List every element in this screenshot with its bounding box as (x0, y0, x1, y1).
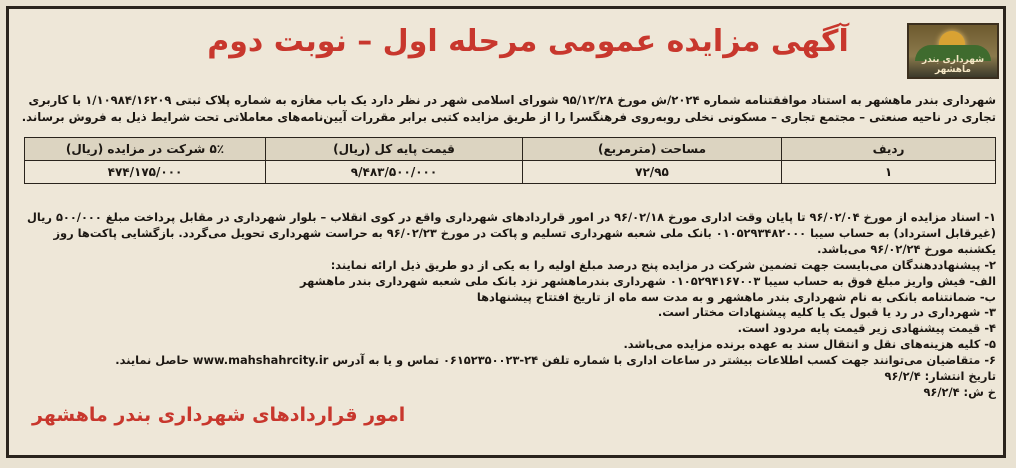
cell-area: ۷۲/۹۵ (523, 161, 782, 184)
header-row-number: ردیف (782, 138, 996, 161)
notice-title: آگهی مزایده عمومی مرحله اول – نوبت دوم (207, 24, 849, 59)
condition-item: ۵- کلیه هزینه‌های نقل و انتقال سند به عهده برنده مزایده می‌باشد. (623, 337, 996, 352)
issuer-signature: امور قراردادهای شهرداری بندر ماهشهر (32, 404, 406, 426)
condition-item: ۱- اسناد مزایده از مورخ ۹۶/۰۲/۰۴ تا پایان وقت اداری مورخ ۹۶/۰۲/۱۸ در امور قراردادهای شهرداری واقع در کوی انقلاب – بلوار شهرداری در مقابل پرداخت مبلغ ۵۰۰/۰۰۰ ریال (غیرقابل استرداد) به حساب سیبا ۰۱۰۵۲۹۳۴۸۲۰۰۰ بانک ملی شعبه شهرداری تسلیم و پاکت در مورخ ۹۶/۰۲/۲۳ به حراست شهرداری تحویل می‌گردد. بازگشایی پاکت‌ها روز یکشنبه مورخ ۹۶/۰۲/۲۴ می‌باشد. (26, 210, 996, 256)
conditions-list (20, 210, 996, 401)
cell-row-number: ۱ (782, 161, 996, 184)
header-area: مساحت (مترمربع) (523, 138, 782, 161)
condition-item: ۶- متقاضیان می‌توانند جهت کسب اطلاعات بیشتر در ساعات اداری با شماره تلفن ۲۴-۰۶۱۵۲۳۵۰۰۲۳ تماس و یا به آدرس www.mahshahrcity.ir حاصل نمایند. (115, 353, 996, 368)
logo-text: شهرداری بندر ماهشهر (921, 55, 985, 75)
header-deposit: ۵٪ شرکت در مزایده (ریال) (25, 138, 266, 161)
table-header-row (25, 138, 996, 161)
table-row (25, 161, 996, 184)
header-base-price: قیمت پایه کل (ریال) (266, 138, 523, 161)
condition-item: ۴- قیمت پیشنهادی زیر قیمت پایه مردود است. (737, 321, 996, 336)
municipality-logo (907, 23, 999, 79)
intro-paragraph: شهرداری بندر ماهشهر به استناد موافقتنامه شماره ۲۰۲۴/ش مورخ ۹۵/۱۲/۲۸ شورای اسلامی شهر در نظر دارد یک باب مغازه به شماره پلاک ثبتی ۱/۱۰۹۸۴/۱۶۲۰۹ با کاربری تجاری در ناحیه صنعتی – مجتمع تجاری – مسکونی نخلی روبه‌روی فرهنگسرا را از طریق مزایده کتبی برابر مقررات آیین‌نامه‌های معاملاتی تحت شرایط ذیل به فروش برساند. (21, 93, 996, 124)
condition-item: ۲- پیشنهاددهندگان می‌بایست جهت تضمین شرکت در مزایده پنج درصد مبلغ اولیه را به یکی از دو طریق ذیل ارائه نمایند: (330, 257, 996, 272)
condition-item: ۳- شهرداری در رد یا قبول یک یا کلیه پیشنهادات مختار است. (657, 305, 996, 320)
auction-items-table (24, 137, 996, 184)
cell-deposit: ۴۷۴/۱۷۵/۰۰۰ (25, 161, 266, 184)
condition-item: ب- ضمانتنامه بانکی به نام شهرداری بندر ماهشهر و به مدت سه ماه از تاریخ افتتاح پیشنهادها (476, 289, 996, 304)
publish-date: تاریخ انتشار: ۹۶/۲/۴ (884, 369, 996, 384)
condition-item: الف- فیش واریز مبلغ فوق به حساب سیبا ۰۱۰۵۲۹۴۱۶۷۰۰۳ شهرداری بندرماهشهر نزد بانک ملی شعبه شهرداری بندر ماهشهر (300, 273, 996, 288)
reference-date: خ ش: ۹۶/۲/۴ (923, 384, 996, 399)
cell-base-price: ۹/۴۸۳/۵۰۰/۰۰۰ (266, 161, 523, 184)
